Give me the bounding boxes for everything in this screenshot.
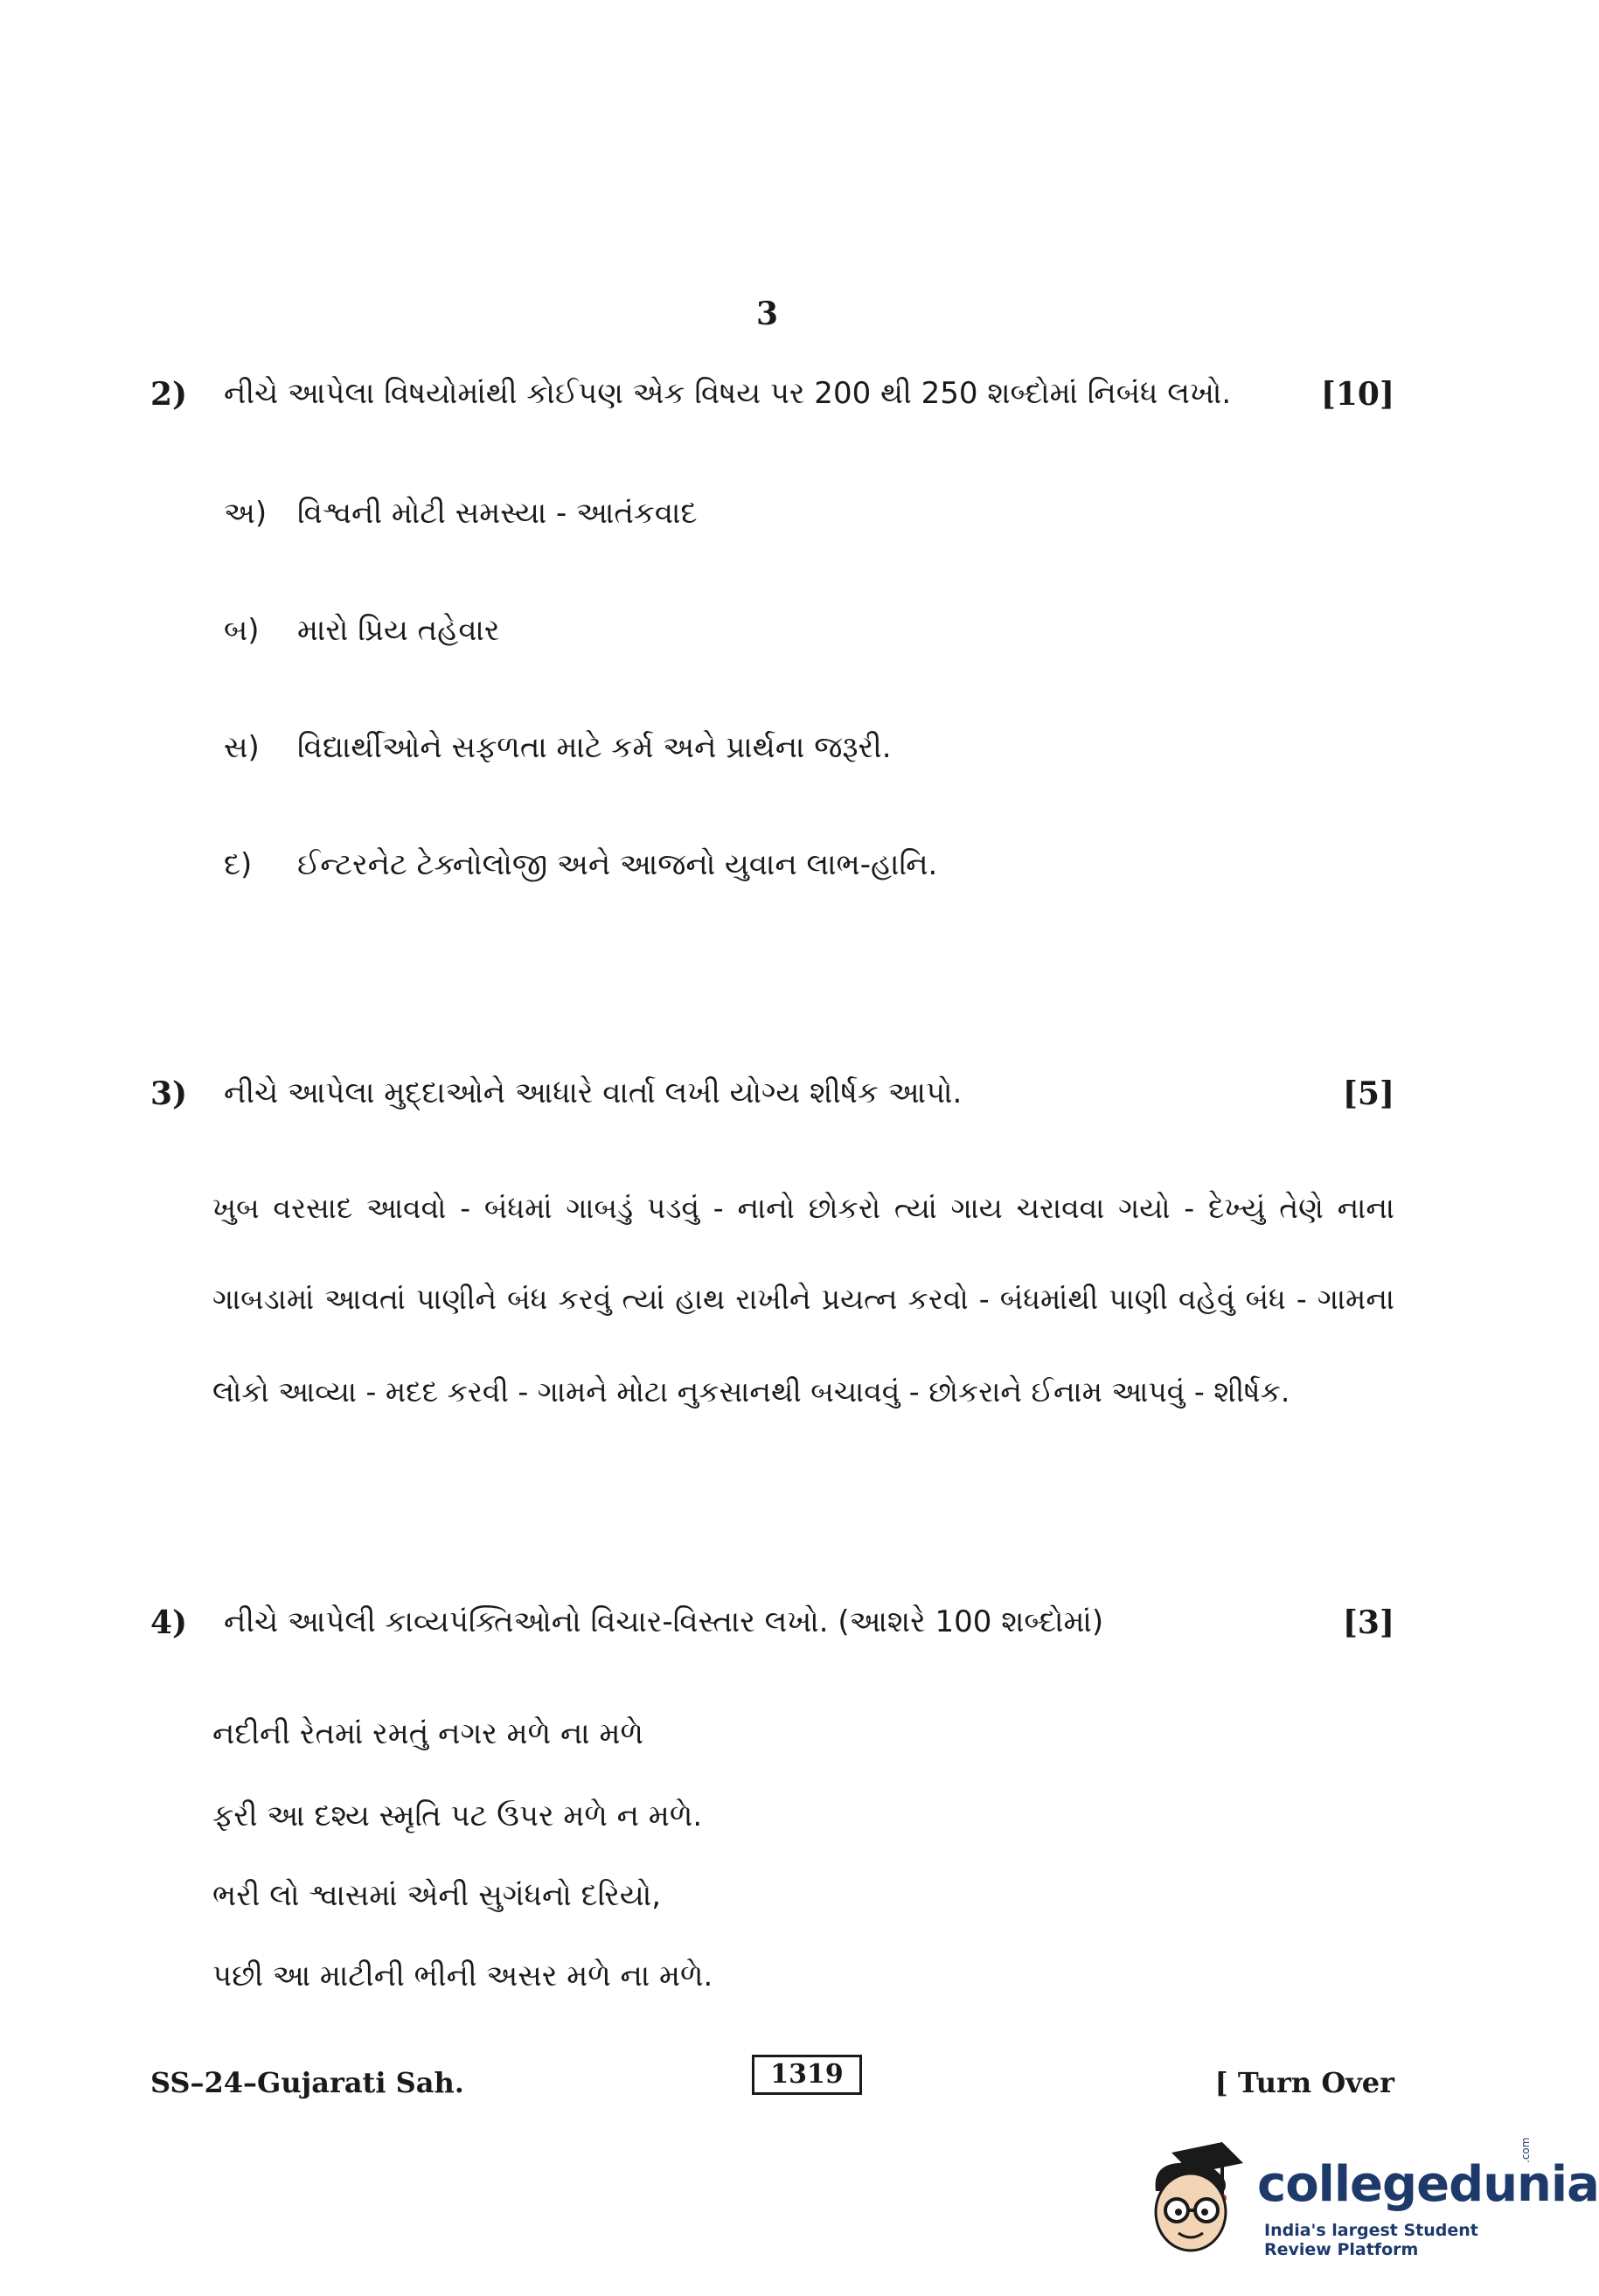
- question-2-marks: [10]: [1320, 376, 1394, 413]
- collegedunia-watermark: [1137, 2133, 1599, 2265]
- student-mascot-icon: [1137, 2133, 1259, 2265]
- poem-line-4: પછી આ માટીની ભીની અસર મળે ના મળે.: [212, 1959, 713, 1993]
- option-a-text: વિશ્વની મોટી સમસ્યા - આતંકવાદ: [297, 496, 698, 531]
- question-3-text: નીચે આપેલા મુદ્દાઓને આધારે વાર્તા લખી યોગ્ય શીર્ષક આપો.: [224, 1075, 963, 1110]
- poem-line-1: નદીની રેતમાં રમતું નગર મળે ના મળે: [212, 1716, 643, 1751]
- story-points-line-1: ખુબ વરસાદ આવવો - બંધમાં ગાબડું પડવું - નાનો છોકરો ત્યાં ગાય ચરાવવા ગયો - દેખ્યું તેણે નાના: [212, 1191, 1395, 1225]
- story-points-line-2: ગાબડામાં આવતાં પાણીને બંધ કરવું ત્યાં હાથ રાખીને પ્રયત્ન કરવો - બંધમાંથી પાણી વહેવું બંધ - ગામના: [212, 1282, 1394, 1316]
- question-4-marks: [3]: [1342, 1604, 1394, 1641]
- page-number: 3: [755, 296, 779, 332]
- turn-over-label: [ Turn Over: [1214, 2066, 1394, 2099]
- page-code-box: 1319: [752, 2055, 862, 2095]
- option-d-text: ઈન્ટરનેટ ટેક્નોલોજી અને આજનો યુવાન લાભ-હાનિ.: [297, 847, 938, 882]
- poem-line-3: ભરી લો શ્વાસમાં એની સુગંધનો દરિયો,: [212, 1878, 662, 1913]
- story-points-line-3: લોકો આવ્યા - મદદ કરવી - ગામને મોટા નુકસાનથી બચાવવું - છોકરાને ઈનામ આપવું - શીર્ષક.: [212, 1374, 1290, 1409]
- option-c-text: વિદ્યાર્થીઓને સફળતા માટે કર્મ અને પ્રાર્થના જરૂરી.: [297, 730, 892, 765]
- option-b-text: મારો પ્રિય તહેવાર: [297, 613, 500, 648]
- question-2-text: નીચે આપેલા વિષયોમાંથી કોઈપણ એક વિષય પર 200 થી 250 શબ્દોમાં નિબંધ લખો.: [224, 376, 1232, 411]
- brand-domain: .com: [1519, 2137, 1532, 2163]
- paper-code: SS–24–Gujarati Sah.: [150, 2066, 464, 2099]
- question-4-number: 4): [150, 1604, 188, 1641]
- question-4-text: નીચે આપેલી કાવ્યપંક્તિઓનો વિચાર-વિસ્તાર લખો. (આશરે 100 શબ્દોમાં): [224, 1604, 1104, 1639]
- question-2-number: 2): [150, 376, 188, 413]
- question-3-marks: [5]: [1342, 1075, 1394, 1112]
- poem-line-2: ફરી આ દશ્ય સ્મૃતિ પટ ઉપર મળે ન મળે.: [212, 1799, 703, 1833]
- option-d-label: દ): [224, 847, 253, 882]
- brand-name: collegedunia: [1257, 2156, 1599, 2213]
- question-3-number: 3): [150, 1075, 188, 1112]
- option-c-label: સ): [224, 730, 260, 765]
- brand-tagline: India's largest Student Review Platform: [1264, 2221, 1478, 2259]
- option-a-label: અ): [224, 496, 268, 531]
- option-b-label: બ): [224, 613, 260, 648]
